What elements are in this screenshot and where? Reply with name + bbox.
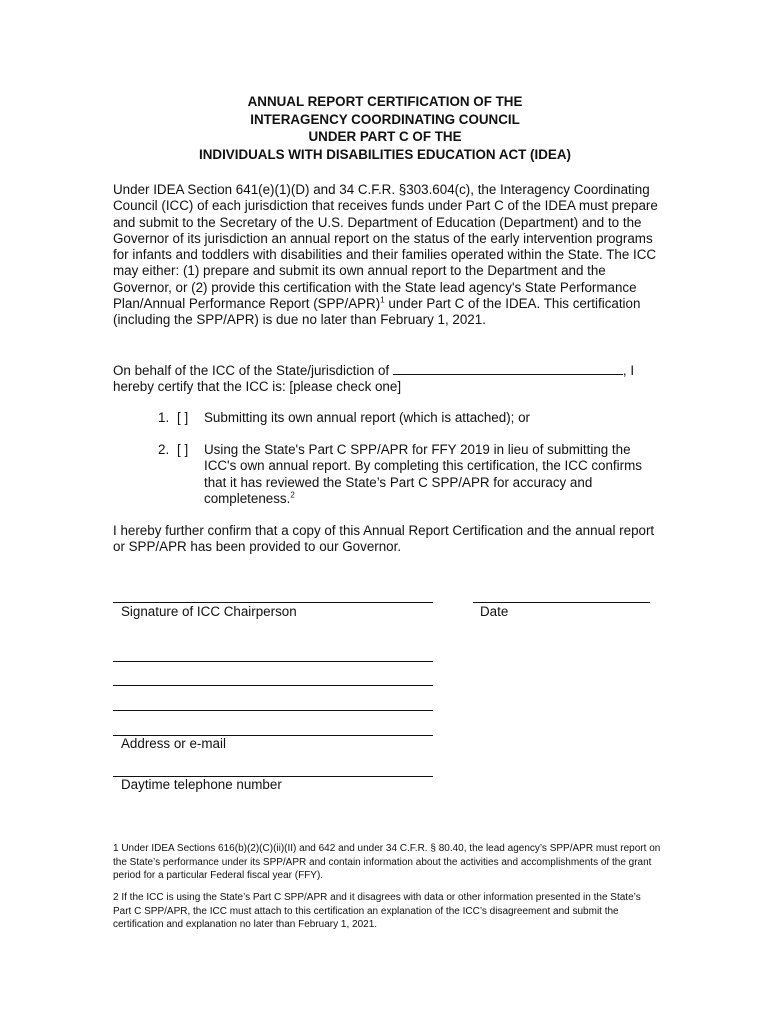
date-label: Date bbox=[480, 604, 509, 619]
option-1-number: 1. bbox=[158, 410, 170, 425]
certify-text: On behalf of the ICC of the State/jurisdiction of bbox=[113, 363, 393, 378]
option-2-number: 2. bbox=[158, 442, 170, 457]
title-line-2: INTERAGENCY COORDINATING COUNCIL bbox=[250, 111, 520, 127]
footnote-ref-1: 1 bbox=[380, 295, 385, 305]
address-line-2[interactable] bbox=[113, 685, 433, 686]
footnote-2: 2 If the ICC is using the State’s Part C SPP/APR and it disagrees with data or other information presented in the State’s Part C SPP/APR, the ICC must attach to this certification an explanation of the ICC’s disagreement and submit the certification and explanation no later than February 1, 2021. bbox=[113, 892, 641, 930]
address-line-3[interactable] bbox=[113, 710, 433, 711]
state-jurisdiction-blank[interactable] bbox=[393, 362, 623, 375]
option-1-checkbox[interactable]: [ ] bbox=[177, 410, 189, 425]
intro-text: Under IDEA Section 641(e)(1)(D) and 34 C.F.R. §303.604(c), the Interagency Coordinating Council (ICC) of each jurisdiction that receives funds under Part C of the IDEA must prepare and submit to the Secretary of the U.S. Department of Education (Department) and to the Governor of its jurisdiction an annual report on the status of the early intervention programs for infants and toddlers with disabilities and their families operated within the State. The ICC may either: (1) prepare and submit its own annual report to the Department and the Governor, or (2) provide this certification with the State lead agency's State Performance Plan/Annual Performance Report (SPP/APR) bbox=[113, 182, 658, 312]
footnote-1: 1 Under IDEA Sections 616(b)(2)(C)(ii)(II) and 642 and under 34 C.F.R. § 80.40, the lead agency’s SPP/APR must report on the State’s performance under its SPP/APR and contain information about the activities and accomplishments of the grant period for a particular Federal fiscal year (FFY). bbox=[113, 843, 661, 881]
date-line[interactable] bbox=[473, 602, 650, 603]
certify-paragraph bbox=[113, 362, 658, 396]
phone-label: Daytime telephone number bbox=[121, 777, 282, 792]
title-line-4: INDIVIDUALS WITH DISABILITIES EDUCATION ACT (IDEA) bbox=[199, 146, 571, 162]
intro-paragraph bbox=[113, 182, 658, 329]
option-1-text: Submitting its own annual report (which is attached); or bbox=[204, 410, 530, 425]
footnote-ref-2: 2 bbox=[290, 490, 295, 500]
option-2-text-block bbox=[204, 442, 654, 507]
certify-text-continued: , I hereby certify that the ICC is: [please check one] bbox=[113, 363, 635, 395]
intro-text-continued: under Part C of the IDEA. This certification (including the SPP/APR) is due no later than February 1, 2021. bbox=[113, 296, 641, 328]
address-label: Address or e-mail bbox=[121, 736, 226, 751]
confirm-paragraph: I hereby further confirm that a copy of this Annual Report Certification and the annual report or SPP/APR has been provided to our Governor. bbox=[113, 523, 655, 555]
title-line-1: ANNUAL REPORT CERTIFICATION OF THE bbox=[247, 94, 523, 109]
document-title bbox=[113, 93, 657, 163]
title-line-3: UNDER PART C OF THE bbox=[308, 129, 462, 145]
chair-signature-line[interactable] bbox=[113, 602, 433, 603]
option-2-checkbox[interactable]: [ ] bbox=[177, 442, 189, 457]
address-line-1[interactable] bbox=[113, 661, 433, 662]
chair-signature-label: Signature of ICC Chairperson bbox=[121, 604, 297, 619]
option-2-text: Using the State's Part C SPP/APR for FFY 2019 in lieu of submitting the ICC's own annual report. By completing this certification, the ICC confirms that it has reviewed the State’s Part C SPP/APR for accuracy and completeness. bbox=[204, 442, 642, 506]
